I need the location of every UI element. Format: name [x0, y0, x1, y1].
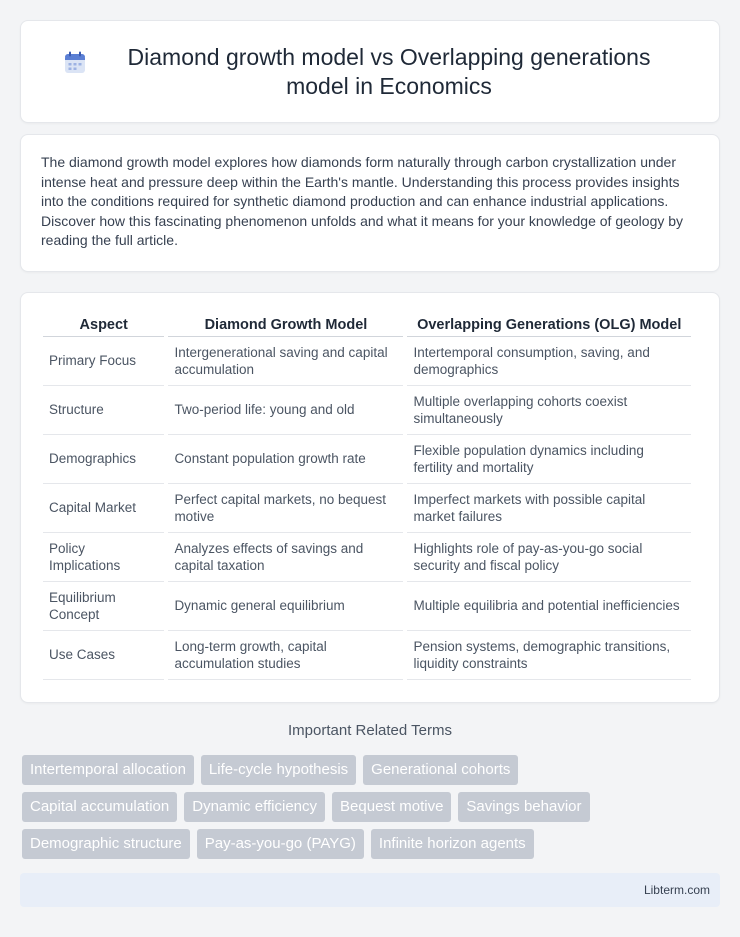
row-olg-value: Flexible population dynamics including fertility and mortality: [407, 435, 691, 484]
intro-paragraph: The diamond growth model explores how diamonds form naturally through carbon crystallization under intense heat and pressure deep within the Earth's mantle. Understanding this process provides insights into the conditions required for synthetic diamond production and can enhance industrial applications. Discover how this fascinating phenomenon unfolds and what it means for your knowledge of geology by reading the full article.: [41, 154, 684, 249]
column-header-aspect: Aspect: [43, 313, 164, 337]
row-diamond-value: Analyzes effects of savings and capital taxation: [168, 533, 403, 582]
tag-row: [22, 792, 722, 822]
row-olg-value: Intertemporal consumption, saving, and demographics: [407, 337, 691, 386]
footer-brand-link[interactable]: Libterm.com: [643, 883, 710, 897]
row-diamond-value: Perfect capital markets, no bequest motive: [168, 484, 403, 533]
row-aspect: Policy Implications: [43, 533, 164, 582]
table-row: [43, 533, 691, 582]
table-row: [43, 435, 691, 484]
footer: [20, 873, 720, 907]
column-header-olg: Overlapping Generations (OLG) Model: [407, 313, 691, 337]
row-aspect: Capital Market: [43, 484, 164, 533]
table-row: [43, 337, 691, 386]
row-olg-value: Multiple equilibria and potential inefficiencies: [407, 582, 691, 631]
tag-capital-accumulation[interactable]: Capital accumulation: [22, 792, 177, 822]
row-diamond-value: Constant population growth rate: [168, 435, 403, 484]
document-icon: [61, 49, 89, 77]
tag-infinite-horizon-agents[interactable]: Infinite horizon agents: [371, 829, 534, 859]
tag-row: [22, 829, 722, 859]
tag-dynamic-efficiency[interactable]: Dynamic efficiency: [184, 792, 325, 822]
comparison-table: [39, 313, 695, 680]
related-terms-heading: Important Related Terms: [288, 722, 452, 739]
row-olg-value: Pension systems, demographic transitions, liquidity constraints: [407, 631, 691, 680]
comparison-card: [20, 292, 720, 703]
intro-card: [20, 134, 720, 272]
row-olg-value: Multiple overlapping cohorts coexist simultaneously: [407, 386, 691, 435]
page-title: Diamond growth model vs Overlapping generations model in Economics: [127, 43, 651, 99]
tag-bequest-motive[interactable]: Bequest motive: [332, 792, 451, 822]
table-row: [43, 631, 691, 680]
row-aspect: Equilibrium Concept: [43, 582, 164, 631]
tag-demographic-structure[interactable]: Demographic structure: [22, 829, 190, 859]
row-aspect: Primary Focus: [43, 337, 164, 386]
related-terms-list: [22, 755, 722, 866]
row-diamond-value: Intergenerational saving and capital accumulation: [168, 337, 403, 386]
tag-life-cycle-hypothesis[interactable]: Life-cycle hypothesis: [201, 755, 356, 785]
title-wrap: [61, 43, 679, 101]
row-aspect: Use Cases: [43, 631, 164, 680]
table-row: [43, 484, 691, 533]
row-diamond-value: Long-term growth, capital accumulation studies: [168, 631, 403, 680]
column-header-diamond: Diamond Growth Model: [168, 313, 403, 337]
tag-row: [22, 755, 722, 785]
header-card: [20, 20, 720, 123]
table-row: [43, 386, 691, 435]
row-diamond-value: Two-period life: young and old: [168, 386, 403, 435]
row-olg-value: Highlights role of pay-as-you-go social security and fiscal policy: [407, 533, 691, 582]
row-aspect: Demographics: [43, 435, 164, 484]
tag-pay-as-you-go[interactable]: Pay-as-you-go (PAYG): [197, 829, 364, 859]
tag-savings-behavior[interactable]: Savings behavior: [458, 792, 589, 822]
table-header-row: [43, 313, 691, 337]
row-aspect: Structure: [43, 386, 164, 435]
table-row: [43, 582, 691, 631]
tag-generational-cohorts[interactable]: Generational cohorts: [363, 755, 518, 785]
row-diamond-value: Dynamic general equilibrium: [168, 582, 403, 631]
tag-intertemporal-allocation[interactable]: Intertemporal allocation: [22, 755, 194, 785]
row-olg-value: Imperfect markets with possible capital market failures: [407, 484, 691, 533]
